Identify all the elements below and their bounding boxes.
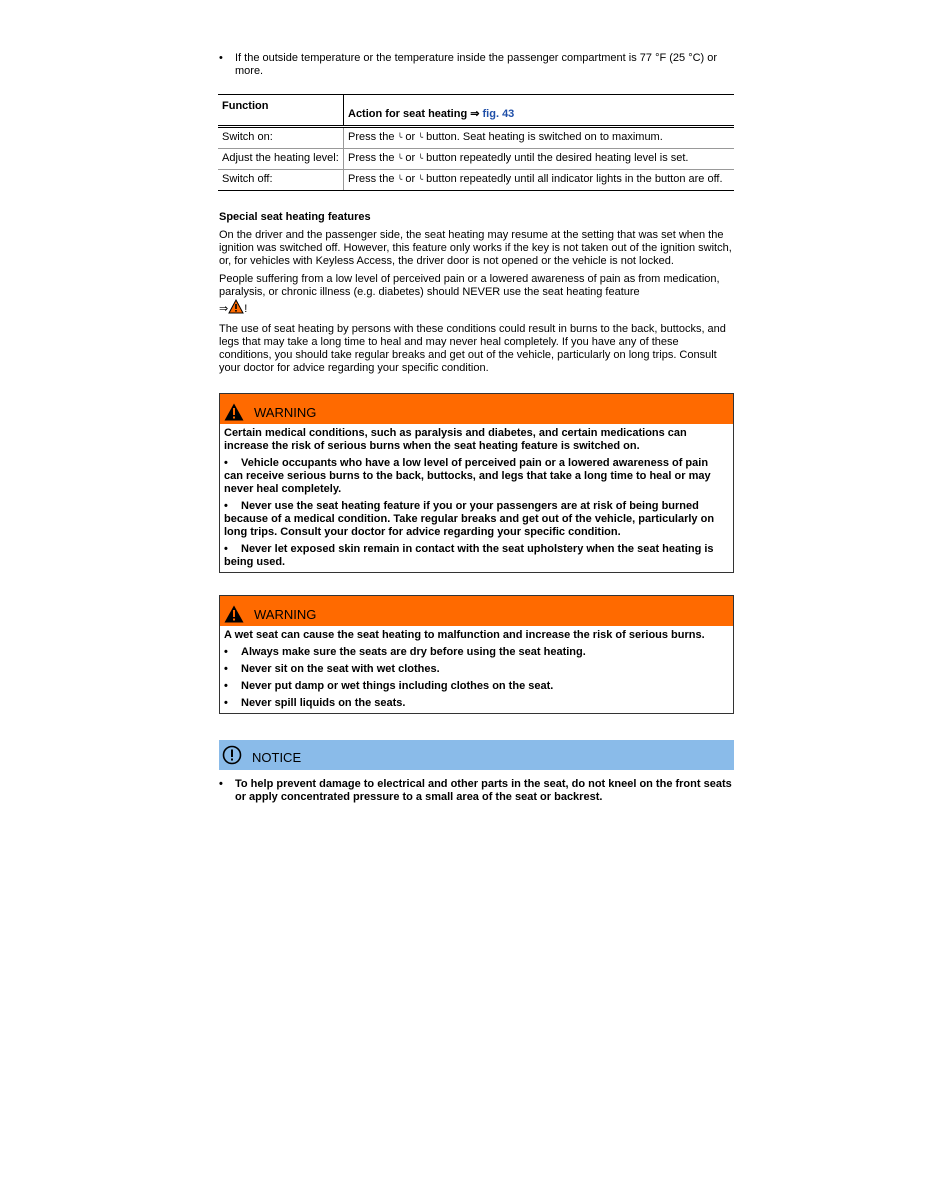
function-cell: Switch on: [218,127,344,149]
table-header-row [218,95,734,127]
action-text: or [405,173,416,185]
warning-header [220,394,733,424]
list-item [224,697,729,710]
list-item [224,457,729,496]
action-text: button. Seat heating is switched on to maximum. [426,131,663,143]
list-item-text: Never put damp or wet things including clothes on the seat. [241,680,554,692]
bullet-dot: • [224,680,228,692]
bullet-dot: • [219,778,223,790]
action-text: button repeatedly until all indicator lights in the button are off. [426,173,723,185]
warning-intro: Certain medical conditions, such as paralysis and diabetes, and certain medications can increase the risk of serious burns when the seat heating feature is switched on. [224,427,687,452]
paragraph-text: People suffering from a low level of perceived pain or a lowered awareness of pain as from medication, paralysis, or chronic illness (e.g. diabetes) should NEVER use the seat heating feature [219,273,720,298]
warning-title: WARNING [254,607,317,622]
list-item [219,778,734,804]
list-item [224,680,729,693]
function-table [218,94,734,191]
list-item-text: Never use the seat heating feature if you or your passengers are at risk of being burned because of a medical condition. Take regular breaks and get out of the vehicle, particularly on long trips. Consult your doctor for advice regarding your specific condition. [224,500,715,538]
action-text: or [405,152,416,164]
function-cell: Switch off: [218,170,344,191]
list-item [224,646,729,659]
paragraph-text: ! [244,303,248,315]
bullet-dot: • [224,543,228,555]
paragraph: On the driver and the passenger side, the seat heating may resume at the setting that was set when the ignition was switched off. However, this feature only works if the key is not taken out of the ignition switch, or, for vehicles with Keyless Access, the driver door is not opened or the vehicle is not locked. [219,229,732,267]
action-cell [344,127,735,149]
list-item-text: Always make sure the seats are dry before using the seat heating. [241,646,586,658]
intro-bullet-text: If the outside temperature or the temperature inside the passenger compartment is 77 °F (25 °C) or more. [235,52,718,77]
table-row [218,149,734,170]
list-item [224,543,729,569]
list-item [224,663,729,676]
intro-bullet [219,52,734,78]
warning-box [219,595,734,714]
action-cell [344,149,735,170]
header-action-label: Action for seat heating ⇒ [348,108,480,120]
seat-heating-icon: ╰ [397,133,403,142]
warning-triangle-icon[interactable] [228,299,244,318]
page-content [219,52,734,804]
warning-header [220,596,733,626]
list-item-text: Vehicle occupants who have a low level of perceived pain or a lowered awareness of pain can receive serious burns to the back, buttocks, and legs that take a long time to heal or may never heal completely. [224,457,711,495]
action-text: button repeatedly until the desired heating level is set. [426,152,689,164]
list-item-text: To help prevent damage to electrical and other parts in the seat, do not kneel on the front seats or apply concentrated pressure to a small area of the seat or backrest. [235,778,732,803]
table-row [218,170,734,191]
notice-header [219,740,734,770]
section-heading: Special seat heating features [219,211,371,223]
list-item [224,500,729,539]
notice-box [219,740,734,804]
seat-heating-icon: ╰ [418,175,424,184]
bullet-dot: • [224,646,228,658]
function-cell: Adjust the heating level: [218,149,344,170]
paragraph: The use of seat heating by persons with these conditions could result in burns to the back, buttocks, and legs that may take a long time to heal and may never heal completely. If you have any of these conditions, you should take regular breaks and get out of the vehicle, particularly on long trips. Consult your doctor for advice regarding your specific condition. [219,323,726,374]
bullet-dot: • [224,457,228,469]
bullet-dot: • [224,697,228,709]
paragraph [219,273,734,318]
action-text: Press the [348,131,395,143]
action-text: or [405,131,416,143]
bullet-dot: • [224,663,228,675]
action-cell [344,170,735,191]
warning-body [220,626,733,713]
fig-43-link[interactable]: fig. 43 [482,108,515,120]
reference-arrow: ⇒ [219,303,229,315]
table-row [218,127,734,149]
action-text: Press the [348,173,395,185]
bullet-dot: • [219,52,223,64]
list-item-text: Never let exposed skin remain in contact with the seat upholstery when the seat heating is being used. [224,543,714,568]
list-item-text: Never spill liquids on the seats. [241,697,406,709]
seat-heating-icon: ╰ [418,154,424,163]
warning-title: WARNING [254,405,317,420]
notice-exclamation-icon [222,745,242,765]
seat-heating-icon: ╰ [397,175,403,184]
header-action [344,95,735,127]
notice-body [219,770,734,804]
bullet-dot: • [224,500,228,512]
warning-body [220,424,733,572]
seat-heating-icon: ╰ [397,154,403,163]
warning-triangle-icon [224,403,244,421]
action-text: Press the [348,152,395,164]
list-item-text: Never sit on the seat with wet clothes. [241,663,440,675]
warning-triangle-icon [224,605,244,623]
notice-title: NOTICE [252,749,302,765]
header-function: Function [218,95,344,127]
warning-intro: A wet seat can cause the seat heating to malfunction and increase the risk of serious burns. [224,629,705,641]
seat-heating-icon: ╰ [418,133,424,142]
warning-box [219,393,734,573]
